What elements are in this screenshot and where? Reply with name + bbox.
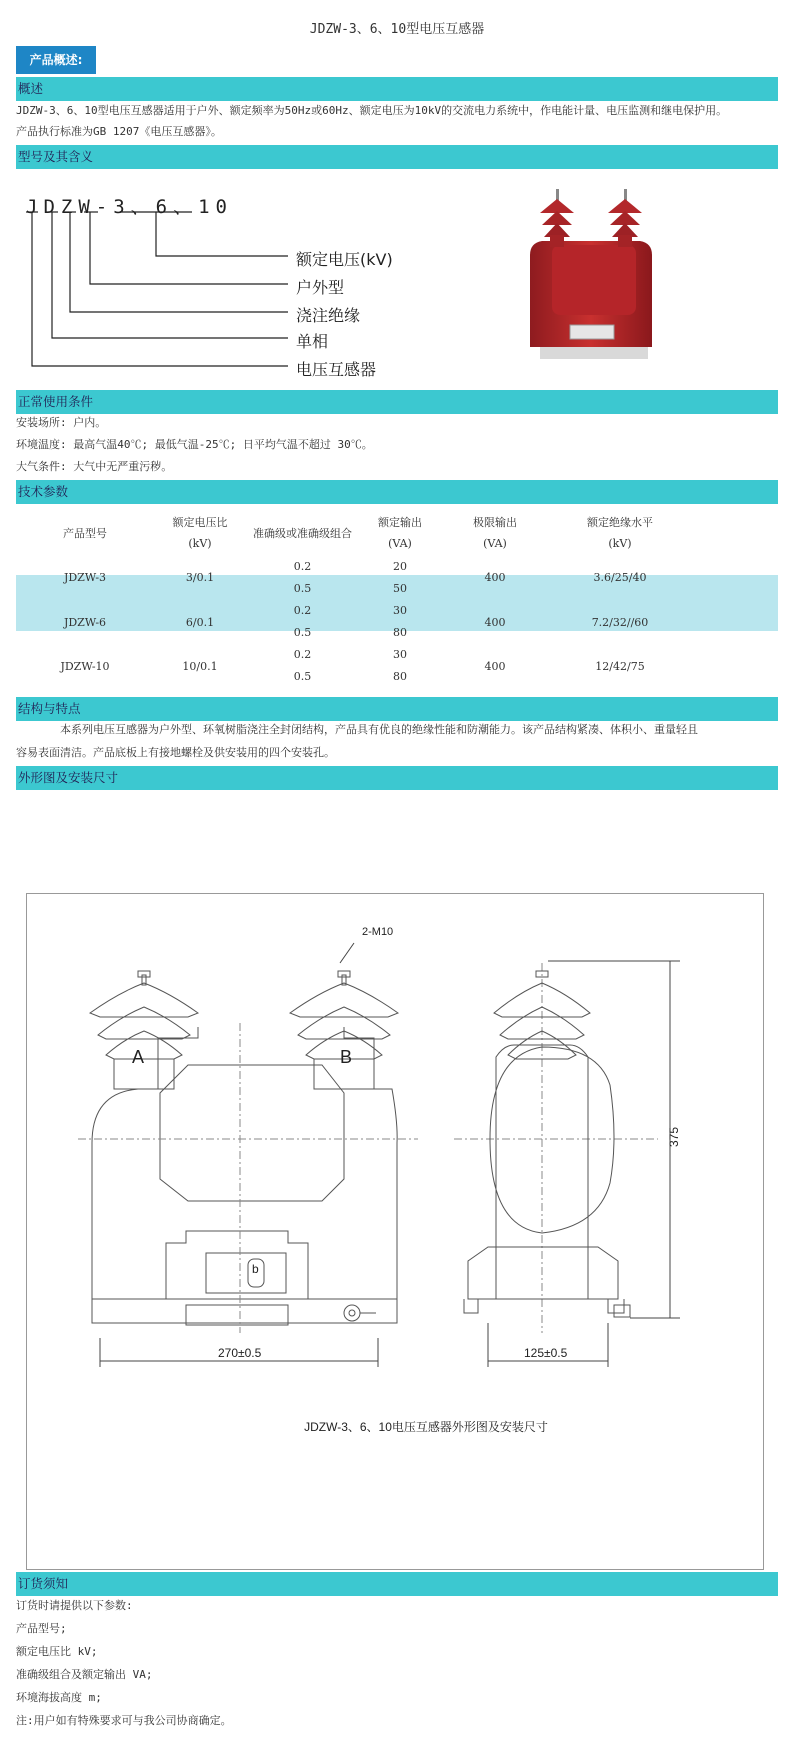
structure-line-1: 本系列电压互感器为户外型、环氧树脂浇注全封闭结构，产品具有优良的绝缘性能和防潮能力。该产品结构紧凑、体积小、重量轻且 xyxy=(60,723,698,736)
table-cell-ratio: 3/0.1 xyxy=(185,571,215,584)
th-insulation: 额定绝缘水平 xyxy=(587,516,653,529)
table-cell-limit: 400 xyxy=(484,660,506,673)
th-insulation-unit: (kV) xyxy=(608,537,632,550)
section-model: 型号及其含义 xyxy=(16,145,778,169)
front-base-plate xyxy=(92,1299,397,1323)
front-nameplate xyxy=(186,1305,288,1325)
table-cell-ratio: 6/0.1 xyxy=(185,616,215,629)
table-cell-limit: 400 xyxy=(484,616,506,629)
table-cell-output: 30 xyxy=(393,648,407,661)
label-outdoor: 户外型 xyxy=(296,278,345,297)
table-cell-model: JDZW-3 xyxy=(63,571,107,584)
condition-line-3: 大气条件: 大气中无严重污秽。 xyxy=(16,460,173,473)
table-cell-limit: 400 xyxy=(484,571,506,584)
table-cell-insulation: 3.6/25/40 xyxy=(593,571,647,584)
leader-single-phase xyxy=(52,212,288,338)
table-cell-accuracy: 0.5 xyxy=(293,626,312,639)
label-voltage-transformer: 电压互感器 xyxy=(296,360,377,379)
section-ordering: 订货须知 xyxy=(16,1572,778,1596)
th-output-unit: (VA) xyxy=(388,537,412,550)
condition-line-2: 环境温度: 最高气温40℃; 最低气温-25℃; 日平均气温不超过 30℃。 xyxy=(16,438,373,451)
section-structure: 结构与特点 xyxy=(16,697,778,721)
label-single-phase: 单相 xyxy=(296,332,329,351)
table-cell-output: 30 xyxy=(393,604,407,617)
table-cell-ratio: 10/0.1 xyxy=(182,660,218,673)
ordering-line-4: 准确级组合及额定输出 VA; xyxy=(16,1668,153,1681)
height-dimension: 375 xyxy=(667,1126,681,1147)
th-ratio-unit: (kV) xyxy=(188,537,212,550)
outline-drawing xyxy=(26,893,764,1570)
table-cell-accuracy: 0.5 xyxy=(293,670,312,683)
front-coil xyxy=(160,1065,344,1201)
ordering-line-2: 产品型号; xyxy=(16,1622,67,1635)
th-ratio: 额定电压比 xyxy=(172,516,228,529)
table-cell-accuracy: 0.5 xyxy=(293,582,312,595)
table-cell-model: JDZW-6 xyxy=(63,616,107,629)
page-title: JDZW-3、6、10型电压互感器 xyxy=(309,22,485,37)
side-view xyxy=(464,971,630,1317)
table-cell-output: 50 xyxy=(393,582,407,595)
section-conditions: 正常使用条件 xyxy=(16,390,778,414)
leader-outdoor xyxy=(90,212,288,284)
label-cast-insulation: 浇注绝缘 xyxy=(296,306,361,325)
ordering-line-1: 订货时请提供以下参数: xyxy=(16,1599,133,1612)
condition-line-1: 安装场所: 户内。 xyxy=(16,416,107,429)
width-dimension: 270±0.5 xyxy=(218,1346,262,1360)
overview-line-2: 产品执行标准为GB 1207《电压互感器》。 xyxy=(16,125,222,138)
drawing-caption: JDZW-3、6、10电压互感器外形图及安装尺寸 xyxy=(304,1420,548,1434)
table-cell-output: 80 xyxy=(393,626,407,639)
leader-voltage xyxy=(156,212,288,256)
structure-line-2: 容易表面清洁。产品底板上有接地螺栓及供安装用的四个安装孔。 xyxy=(16,746,335,759)
th-limit: 极限输出 xyxy=(473,516,517,529)
product-photo xyxy=(512,185,662,365)
model-code: JDZW-3、6、10 xyxy=(26,196,233,218)
leader-cast xyxy=(70,212,288,312)
table-cell-output: 20 xyxy=(393,560,407,573)
section-overview: 概述 xyxy=(16,77,778,101)
th-output: 额定输出 xyxy=(378,516,422,529)
ordering-line-5: 环境海拔高度 m; xyxy=(16,1691,102,1704)
section-tech: 技术参数 xyxy=(16,480,778,504)
product-overview-badge: 产品概述: xyxy=(16,46,96,74)
table-cell-insulation: 12/42/75 xyxy=(595,660,645,673)
table-cell-accuracy: 0.2 xyxy=(293,604,312,617)
th-model: 产品型号 xyxy=(63,527,107,540)
table-cell-insulation: 7.2/32//60 xyxy=(591,616,649,629)
table-cell-accuracy: 0.2 xyxy=(293,560,312,573)
th-limit-unit: (VA) xyxy=(483,537,507,550)
depth-dimension: 125±0.5 xyxy=(524,1346,568,1360)
terminal-b-label: B xyxy=(340,1047,353,1067)
th-accuracy: 准确级或准确级组合 xyxy=(253,527,352,540)
label-rated-voltage: 额定电压(kV) xyxy=(296,250,393,269)
table-cell-model: JDZW-10 xyxy=(60,660,110,673)
section-outline: 外形图及安装尺寸 xyxy=(16,766,778,790)
table-cell-accuracy: 0.2 xyxy=(293,648,312,661)
ordering-line-6: 注:用户如有特殊要求可与我公司协商确定。 xyxy=(16,1714,232,1727)
ordering-line-3: 额定电压比 kV; xyxy=(16,1645,98,1658)
terminal-a-label: A xyxy=(132,1047,145,1067)
thread-label: 2-M10 xyxy=(362,926,394,938)
terminal-small-b-label: b xyxy=(252,1262,259,1276)
table-cell-output: 80 xyxy=(393,670,407,683)
overview-line-1: JDZW-3、6、10型电压互感器适用于户外、额定频率为50Hz或60Hz、额定电压为10kV的交流电力系统中，作电能计量、电压监测和继电保护用。 xyxy=(16,104,728,117)
